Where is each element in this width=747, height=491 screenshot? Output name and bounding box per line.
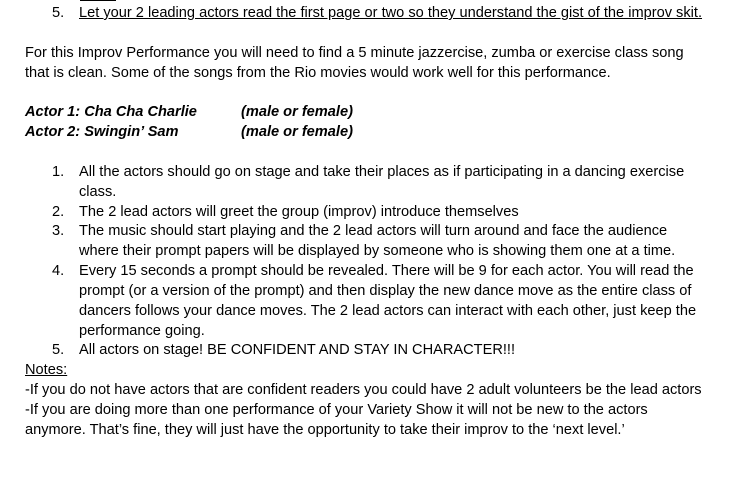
actor-1-role: (male or female) <box>241 104 353 120</box>
step-1-line-1: All the actors should go on stage and take their places as if participating in a dancing exercise <box>79 164 685 180</box>
top-item-number: 5. <box>52 5 65 21</box>
step-5-number: 5. <box>52 342 65 358</box>
actor-2-name: Actor 2: Swingin’ Sam <box>25 124 179 140</box>
step-3-number: 3. <box>52 223 65 239</box>
step-3-line-2: where their prompt papers will be displayed by someone who is showing them one at a time. <box>79 243 676 259</box>
top-item-text: Let your 2 leading actors read the first page or two so they understand the gist of the improv skit. <box>79 5 703 21</box>
intro-line-2: that is clean. Some of the songs from the Rio movies would work well for this performance. <box>25 65 611 81</box>
step-3-line-1: The music should start playing and the 2 lead actors will turn around and face the audience <box>79 223 668 239</box>
notes-line-1: -If you do not have actors that are confident readers you could have 2 adult volunteers be the lead actors <box>25 382 702 398</box>
step-5-line-1: All actors on stage! BE CONFIDENT AND STAY IN CHARACTER!!! <box>79 342 516 358</box>
step-1-number: 1. <box>52 164 65 180</box>
step-4-line-1: Every 15 seconds a prompt should be revealed. There will be 9 for each actor. You will read the <box>79 263 694 279</box>
step-4-line-3: dancers follows your dance moves. The 2 lead actors can interact with each other, just keep the <box>79 303 697 319</box>
step-4-number: 4. <box>52 263 65 279</box>
cut-off-underline <box>80 0 116 1</box>
notes-line-2: -If you are doing more than one performance of your Variety Show it will not be new to the actors <box>25 402 648 418</box>
notes-heading: Notes: <box>25 362 68 378</box>
step-2-line-1: The 2 lead actors will greet the group (improv) introduce themselves <box>79 204 519 220</box>
step-2-number: 2. <box>52 204 65 220</box>
actor-1-name: Actor 1: Cha Cha Charlie <box>25 104 197 120</box>
step-4-line-2: prompt (or a version of the prompt) and then display the new dance move as the entire class of <box>79 283 692 299</box>
notes-line-3: anymore. That’s fine, they will just have the opportunity to take their improv to the ‘next level.’ <box>25 422 625 438</box>
step-1-line-2: class. <box>79 184 117 200</box>
intro-line-1: For this Improv Performance you will need to find a 5 minute jazzercise, zumba or exercise class song <box>25 45 684 61</box>
step-4-line-4: performance going. <box>79 323 205 339</box>
actor-2-role: (male or female) <box>241 124 353 140</box>
